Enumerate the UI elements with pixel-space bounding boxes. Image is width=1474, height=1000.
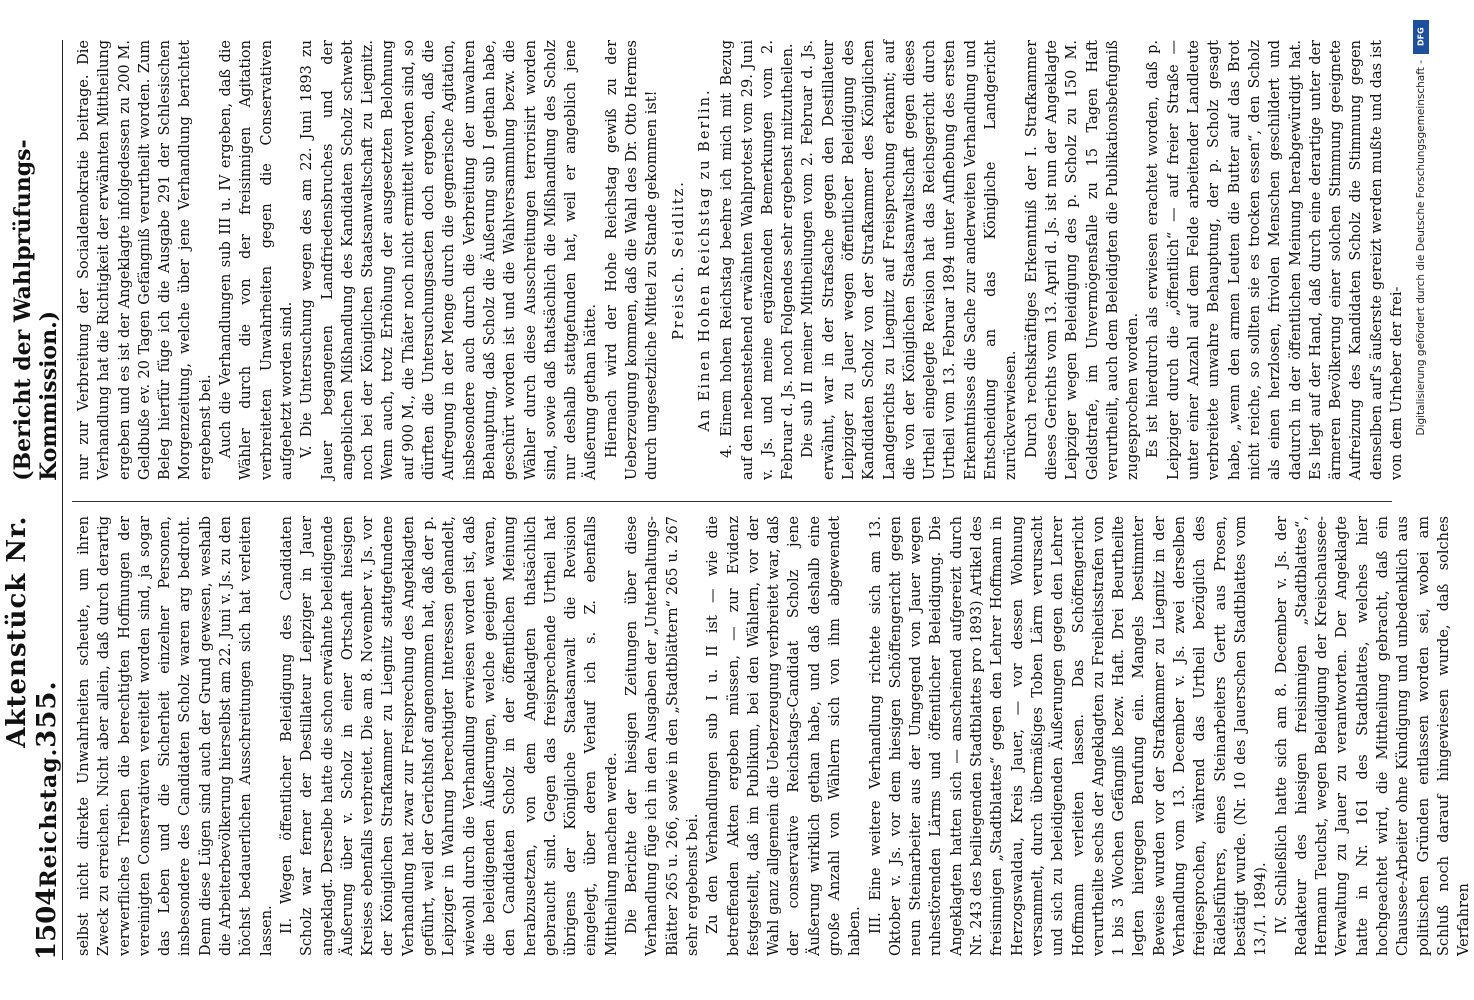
paragraph: Durch rechtskräftiges Erkenntniß der I. Strafkammer dieses Gerichts vom 13. April d. Js. ist nun der Angeklagte Leipziger wegen Beleidigung des p. Scholz zu 150 M. Geldstrafe, im Unvermögensfalle zu 15 Tagen Haft verurtheilt, auch dem Beleidigten die Publikationsbefugniß zugesprochen worden.	[1023, 40, 1142, 480]
credit-text: Digitalisierung gefördert durch die Deutsche Forschungsgemeinschaft -	[1415, 60, 1427, 436]
paragraph: II. Wegen öffentlicher Beleidigung des Candidaten Scholz war ferner der Destillateur Leipziger in Jauer angeklagt. Derselbe hatte die schon erwähnte beleidigende Äußerung über v. Scholz in einer Ortschaft hiesigen Kreises ebenfalls verbreitet. Die am 8. November v. Js. vor der Königlichen Strafkammer zu Liegnitz stattgefundene Verhandlung hat zwar zur Freisprechung des Angeklagten geführt, weil der Gerichtshof angenommen hat, daß der p. Leipziger in Wahrung berechtigter Interessen gehandelt, wiewohl durch die Verhandlung erwiesen worden ist, daß die beleidigenden Äußerungen, welche geeignet waren, den Candidaten Scholz in der öffentlichen Meinung herabzusetzen, von dem Angeklagten thatsächlich gebraucht sind. Gegen das freisprechende Urtheil hat übrigens der Königliche Staatsanwalt die Revision eingelegt, über deren Verlauf ich s. Z. ebenfalls Mittheilung machen werde.	[278, 516, 620, 956]
running-title-left: Reichstag.	[36, 747, 62, 888]
paragraph: V. Die Untersuchung wegen des am 22. Juni 1893 zu Jauer begangenen Landfriedensbruches und der angeblichen Mißhandlung des Kandidaten Scholz schwebt noch bei der Königlichen Staatsanwaltschaft zu Liegnitz. Wenn auch, trotz Erhöhung der ausgesetzten Belohnung auf 900 M., die Thäter noch nicht ermittelt worden sind, so dürften die Untersuchungsacten doch ergeben, daß die Aufregung in der Menge durch die gegnerische Agitation, insbesondere auch durch die Verbreitung der unwahren Behauptung, daß Scholz die Äußerung sub I gethan habe, geschürt worden ist und die Wahlversammlung bezw. die Wähler durch diese Ausschreitungen terrorisirt worden sind, sowie daß thatsächlich die Mißhandlung des Scholz nur deshalb stattgefunden hat, weil er angeblich jene Äußerung gethan hätte.	[299, 40, 600, 480]
paragraph: 4. Einem hohen Reichstag beehre ich mich mit Bezug auf den nebenstehend erwähnten Wahlprotest vom 29. Juni v. Js. und meine ergänzenden Bemerkungen vom 2. Februar d. Js. noch Folgendes sehr ergebenst mitzutheilen.	[719, 40, 797, 480]
document-label: Aktenstück Nr. 355.	[2, 515, 62, 748]
paragraph: Es ist hierdurch als erwiesen erachtet worden, daß p. Leipziger durch die „öffentlich“ — auf freier Straße — unter einer Anzahl auf dem Felde arbeitender Landleute verbreitete unwahre Behauptung, der p. Scholz gesagt habe, „wenn den armen Leuten die Butter auf das Brot nicht reiche, so sollten sie es trocken essen“, den Scholz als einen herzlosen, frivolen Menschen geschildert und dadurch in der öffentlichen Meinung herabgewürdigt hat. Es liegt auf der Hand, daß durch eine derartige unter der ärmeren Bevölkerung einer solchen Stimmung geeignete Aufreizung des Kandidaten Scholz die Stimmung gegen denselben auf's äußerste gereizt werden mußte und das ist von dem Urheber der frei-	[1145, 40, 1405, 480]
paragraph: An Einen Hohen Reichstag zu Berlin.	[696, 88, 713, 432]
page-number: 1504	[32, 887, 62, 960]
paragraph: III. Eine weitere Verhandlung richtete sich am 13. Oktober v. Js. vor dem hiesigen Schöffengericht gegen neun Steinarbeiter aus der Umgegend von Jauer wegen ruhestörenden Lärms und öffentlicher Beleidigung. Die Angeklagten hatten sich — anscheinend aufgereizt durch Nr. 243 des beiliegenden Stadtblattes pro 1893) Artikel des freisinnigen „Stadtblattes“ gegen den Lehrer Hoffmann in Herzogswaldau, Kreis Jauer, — vor dessen Wohnung versammelt, durch übermäßiges Toben Lärm verursacht und sich zu beleidigenden Äußerungen gegen den Lehrer Hoffmann verleiten lassen. Das Schöffengericht verurtheilte sechs der Angeklagten zu Freiheitsstrafen von 1 bis 3 Wochen Gefängniß bezw. Haft. Drei Beurtheilte legten hiergegen Berufung ein. Mangels bestimmter Beweise wurden vor der Strafkammer zu Liegnitz in der Verhandlung vom 13. December v. Js. zwei derselben freigesprochen, während das Urtheil bezüglich des Rädelsführers, eines Steinarbeiters Gertt aus Prosen, bestätigt wurde. (Nr. 10 des Jauerschen Stadtblattes vom 13./1. 1894).	[867, 516, 1270, 956]
paragraph: Zu den Verhandlungen sub I u. II ist — wie die betreffenden Akten ergeben müssen, — zur Evidenz festgestellt, daß im Publikum, bei den Wählern, vor der Wahl ganz allgemein die Ueberzeugung verbreitet war, daß der conservative Reichstags-Candidat Scholz jene Äußerung wirklich gethan habe, und daß deshalb eine große Anzahl von Wählern sich von ihm abgewendet haben.	[705, 516, 864, 956]
left-column	[74, 516, 1473, 956]
column-divider	[72, 501, 1392, 502]
paragraph: Die Berichte der hiesigen Zeitungen über diese Verhandlung füge ich in den Ausgaben der „Unterhaltungs-Blätter 265 u. 266, sowie in den „Stadtblättern“ 265 u. 267 sehr ergebenst bei.	[624, 516, 701, 956]
paragraph: Hiernach wird der Hohe Reichstag gewiß zu der Ueberzeugung kommen, daß die Wahl des Dr. Otto Hermes durch ungesetzliche Mittel zu Stande gekommen ist!	[603, 40, 661, 480]
right-column	[74, 40, 1405, 480]
paragraph: Auch die Verhandlungen sub III u. IV ergeben, daß die Wähler durch die von der freisinnigen Agitation verbreiteten Unwahrheiten gegen die Conservativen aufgehetzt worden sind.	[218, 40, 295, 480]
paragraph: selbst nicht direkte Unwahrheiten scheute, um ihren Zweck zu erreichen. Nicht aber allein, daß durch derartig verwerfliches Treiben die berechtigten Hoffnungen der vereinigten Conservativen vereitelt worden sind, ja sogar das Leben und die Sicherheit einzelner Personen, insbesondere des Candidaten Scholz waren arg bedroht. Denn diese Lügen sind auch der Grund gewesen, weshalb die Arbeiterbevölkerung hierselbst am 22. Juni v. Js. zu den höchst bedauerlichen Ausschreitungen sich hat verleiten lassen.	[76, 516, 275, 956]
paragraph: nur zur Verbreitung der Socialdemokratie beitrage. Die Verhandlung hat die Richtigkeit der erwähnten Mittheilung ergeben und es ist der Angeklagte infolgedessen zu 200 M. Geldbuße ev. 20 Tagen Gefängniß verurtheilt worden. Zum Beleg hierfür füge ich die Ausgabe 291 der Schlesischen Morgenzeitung, welche über jene Verhandlung berichtet ergebenst bei.	[76, 40, 214, 480]
dfg-logo-badge: DFG	[1413, 20, 1429, 54]
paragraph: IV. Schließlich hatte sich am 8. December v. Js. der Redakteur des hiesigen freisinnigen „Stadtblattes“, Hermann Teuchst, wegen Beleidigung der Kreischaussee-Verwaltung zu Jauer zu verantworten. Der Angeklagte hatte in Nr. 161 des Stadtblattes, welches hier hochgeachtet wird, die Mittheilung gebracht, daß ein Chaussee-Arbeiter ohne Kündigung und unbedenklich aus politischen Gründen entlassen worden sei, wobei am Schluß noch darauf hingewiesen wurde, daß solches Verfahren	[1273, 516, 1473, 956]
paragraph: Die sub II meiner Mittheilungen vom 2. Februar d. Js. erwähnt, war in der Strafsache gegen den Destillateur Leipziger zu Jauer wegen öffentlicher Beleidigung des Kandidaten Scholz von der Strafkammer des Königlichen Landgerichts zu Liegnitz auf Freisprechung erkannt; auf die von der Königlichen Staatsanwaltschaft gegen dieses Urtheil eingelegte Revision hat das Reichsgericht durch Urtheil vom 13. Februar 1894 unter Aufhebung des ersten Erkenntnisses die Sache zur anderweiten Verhandlung und Entscheidung an das Königliche Landgericht zurückverwiesen.	[800, 40, 1020, 480]
page-header	[2, 40, 63, 960]
digitization-credit	[1412, 20, 1430, 988]
running-title-right: (Bericht der Wahlprüfungs-Kommission.)	[10, 139, 62, 481]
paragraph: Preisch. Seidlitz.	[670, 180, 687, 340]
